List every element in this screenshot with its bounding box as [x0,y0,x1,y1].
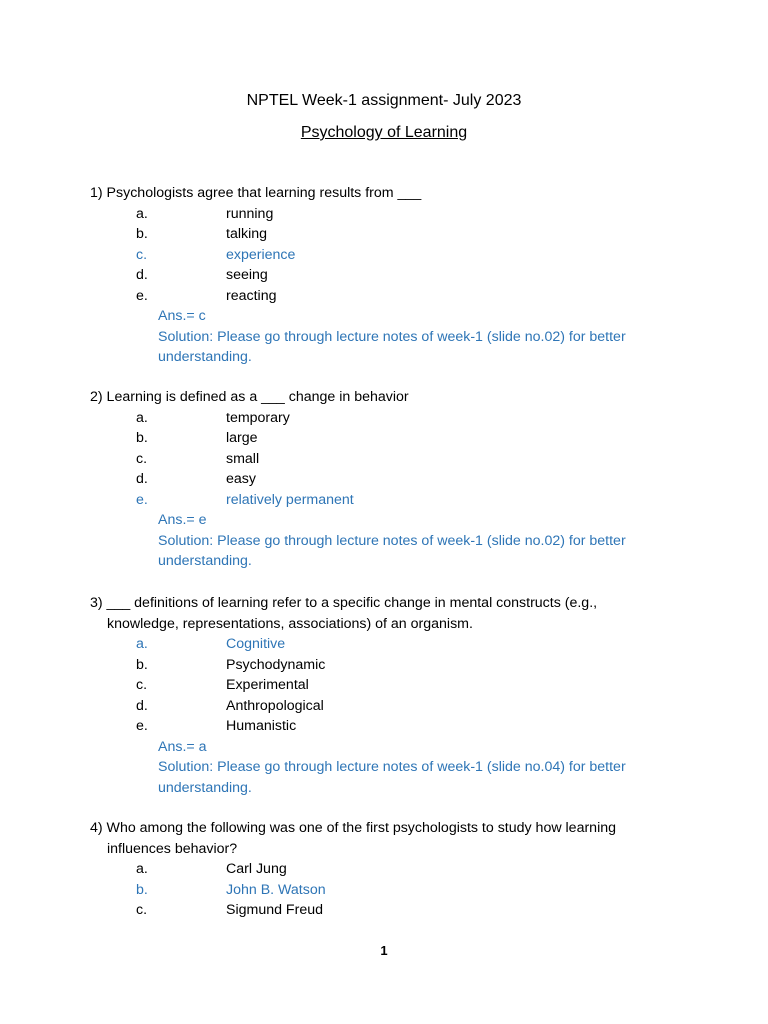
answer-line: Ans.= a [158,738,207,755]
question-1 [90,183,690,368]
option-text: seeing [226,267,268,283]
option-letter: d. [136,471,148,487]
answer-line: Ans.= c [158,308,206,324]
option-letter: e. [136,287,148,304]
option-letter: c. [136,677,148,693]
page-number: 1 [380,943,388,958]
option-item-correct [0,634,708,655]
option-item [0,224,708,245]
solution-line: understanding. [158,349,252,365]
question-3 [90,593,690,798]
option-item [0,408,708,429]
option-letter: c. [136,902,148,918]
option-item [0,286,708,307]
option-letter: d. [136,697,148,714]
solution-line: Solution: Please go through lecture notes of week-1 (slide no.02) for better [158,328,626,345]
option-letter: b. [136,430,148,446]
option-item [0,859,708,880]
option-text: experience [226,246,296,263]
option-text: Carl Jung [226,861,287,877]
document-title: NPTEL Week-1 assignment- July 2023 [246,92,522,109]
option-text: Sigmund Freud [226,902,323,918]
option-text: Humanistic [226,718,297,734]
option-item [0,696,708,717]
question-2 [90,387,690,572]
option-letter: e. [136,718,148,734]
option-item-correct [0,490,708,511]
option-letter: a. [136,861,148,877]
option-text: small [226,450,260,467]
question-stem: 2) Learning is defined as a ___ change in behavior [90,389,409,405]
option-item [0,675,708,696]
option-letter: a. [136,409,148,426]
option-text: Experimental [226,677,309,693]
solution-line: understanding. [158,553,252,569]
solution-line: Solution: Please go through lecture notes of week-1 (slide no.02) for better [158,532,626,549]
option-text: temporary [226,409,290,426]
option-text: running [226,205,274,222]
document-subtitle: Psychology of Learning [300,124,468,141]
option-letter: d. [136,267,148,283]
option-text: John B. Watson [226,881,326,898]
option-item [0,449,708,470]
option-text: Cognitive [226,636,286,652]
question-stem: 1) Psychologists agree that learning results from ___ [90,185,422,201]
question-stem: 3) ___ definitions of learning refer to a specific change in mental constructs (e.g., [90,595,598,611]
option-text: talking [226,226,268,242]
question-stem-continued: knowledge, representations, associations) of an organism. [107,615,473,632]
question-4 [90,818,690,921]
option-item [0,469,708,490]
option-text: Anthropological [226,697,324,714]
option-text: relatively permanent [226,491,354,508]
option-item [0,900,708,921]
option-letter: a. [136,636,148,652]
option-item [0,204,708,225]
solution-line: Solution: Please go through lecture notes of week-1 (slide no.04) for better [158,759,626,775]
option-letter: c. [136,450,148,467]
option-letter: e. [136,491,148,508]
option-text: reacting [226,287,277,304]
option-item-correct [0,245,708,266]
option-letter: c. [136,246,148,263]
option-item [0,655,708,676]
option-text: Psychodynamic [226,656,326,673]
question-stem-continued: influences behavior? [107,840,238,857]
solution-line: understanding. [158,779,252,796]
option-letter: b. [136,881,148,898]
option-item [0,716,708,737]
question-stem: 4) Who among the following was one of the first psychologists to study how learning [90,820,617,836]
option-text: easy [226,471,256,487]
option-letter: a. [136,205,148,222]
option-text: large [226,430,258,446]
option-item [0,428,708,449]
option-item-correct [0,880,708,901]
option-letter: b. [136,226,148,242]
option-letter: b. [136,656,148,673]
answer-line: Ans.= e [158,512,207,528]
option-item [0,265,708,286]
